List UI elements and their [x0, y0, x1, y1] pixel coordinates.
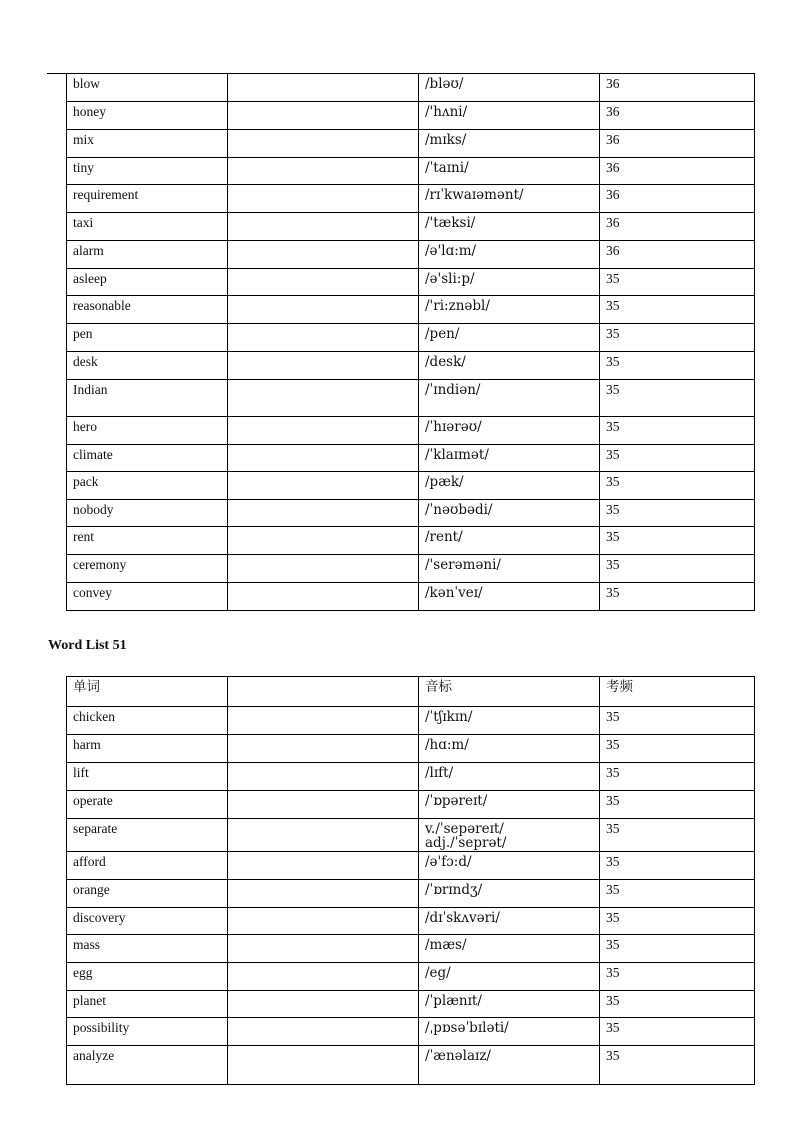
word-cell: mix — [67, 130, 228, 158]
meaning-cell — [228, 130, 419, 158]
ipa-cell: /ə'lɑ:m/ — [419, 241, 600, 269]
meaning-cell — [228, 380, 419, 417]
ipa-cell: /ˈtaɪni/ — [419, 158, 600, 185]
meaning-cell — [228, 1018, 419, 1046]
table-row — [67, 1046, 755, 1085]
meaning-cell — [228, 763, 419, 791]
frequency-cell: 35 — [600, 935, 755, 963]
meaning-cell — [228, 324, 419, 352]
word-cell: hero — [67, 417, 228, 445]
meaning-cell — [228, 213, 419, 241]
word-cell: taxi — [67, 213, 228, 241]
table-row — [67, 130, 755, 158]
table-row — [67, 352, 755, 380]
meaning-cell — [228, 158, 419, 185]
meaning-cell — [228, 935, 419, 963]
frequency-cell: 36 — [600, 185, 755, 213]
ipa-cell: /'tæksi/ — [419, 213, 600, 241]
table-row — [67, 158, 755, 185]
ipa-cell: /pen/ — [419, 324, 600, 352]
ipa-cell: /rɪˈkwaɪəmənt/ — [419, 185, 600, 213]
header-word: 单词 — [67, 677, 228, 707]
ipa-cell: /mæs/ — [419, 935, 600, 963]
table-row — [67, 555, 755, 583]
frequency-cell: 35 — [600, 1046, 755, 1085]
meaning-cell — [228, 880, 419, 908]
frequency-cell: 36 — [600, 102, 755, 130]
table-row — [67, 583, 755, 611]
word-cell: ceremony — [67, 555, 228, 583]
meaning-cell — [228, 500, 419, 527]
ipa-cell: /eg/ — [419, 963, 600, 991]
word-cell: climate — [67, 445, 228, 472]
frequency-cell: 35 — [600, 763, 755, 791]
frequency-cell: 35 — [600, 417, 755, 445]
meaning-cell — [228, 963, 419, 991]
meaning-cell — [228, 352, 419, 380]
ipa-cell: /ˈnəʊbədi/ — [419, 500, 600, 527]
table-row — [67, 500, 755, 527]
meaning-cell — [228, 555, 419, 583]
meaning-cell — [228, 527, 419, 555]
frequency-cell: 35 — [600, 819, 755, 852]
table-header-row — [67, 677, 755, 707]
meaning-cell — [228, 296, 419, 324]
ipa-cell: /bləʊ/ — [419, 74, 600, 102]
word-cell: asleep — [67, 269, 228, 296]
frequency-cell: 35 — [600, 472, 755, 500]
table-row — [67, 380, 755, 417]
frequency-cell: 35 — [600, 527, 755, 555]
meaning-cell — [228, 1046, 419, 1085]
word-cell: planet — [67, 991, 228, 1018]
word-cell: blow — [67, 74, 228, 102]
meaning-cell — [228, 707, 419, 735]
word-cell: afford — [67, 852, 228, 880]
table-row — [67, 241, 755, 269]
frequency-cell: 35 — [600, 735, 755, 763]
word-cell: pen — [67, 324, 228, 352]
word-cell: honey — [67, 102, 228, 130]
word-cell: harm — [67, 735, 228, 763]
meaning-cell — [228, 269, 419, 296]
meaning-cell — [228, 241, 419, 269]
table-row — [67, 819, 755, 852]
frequency-cell: 35 — [600, 880, 755, 908]
ipa-cell: /'ri:znəbl/ — [419, 296, 600, 324]
word-cell: rent — [67, 527, 228, 555]
word-cell: reasonable — [67, 296, 228, 324]
frequency-cell: 35 — [600, 555, 755, 583]
table-row — [67, 417, 755, 445]
meaning-cell — [228, 791, 419, 819]
table-row — [67, 908, 755, 935]
frequency-cell: 36 — [600, 213, 755, 241]
ipa-cell: /pæk/ — [419, 472, 600, 500]
word-cell: alarm — [67, 241, 228, 269]
frequency-cell: 35 — [600, 908, 755, 935]
ipa-cell: /ə'fɔ:d/ — [419, 852, 600, 880]
word-cell: operate — [67, 791, 228, 819]
table-row — [67, 445, 755, 472]
table-row — [67, 324, 755, 352]
ipa-cell: /ˈɒrɪndʒ/ — [419, 880, 600, 908]
table-row — [67, 527, 755, 555]
frequency-cell: 35 — [600, 445, 755, 472]
meaning-cell — [228, 991, 419, 1018]
frequency-cell: 36 — [600, 130, 755, 158]
meaning-cell — [228, 583, 419, 611]
word-cell: egg — [67, 963, 228, 991]
table-row — [67, 935, 755, 963]
frequency-cell: 35 — [600, 296, 755, 324]
word-cell: Indian — [67, 380, 228, 417]
word-cell: convey — [67, 583, 228, 611]
frequency-cell: 35 — [600, 324, 755, 352]
frequency-cell: 35 — [600, 352, 755, 380]
table-row — [67, 963, 755, 991]
ipa-cell: /ˈtʃɪkɪn/ — [419, 707, 600, 735]
frequency-cell: 36 — [600, 241, 755, 269]
frequency-cell: 35 — [600, 852, 755, 880]
ipa-cell: /ˈɒpəreɪt/ — [419, 791, 600, 819]
word-cell: tiny — [67, 158, 228, 185]
word-cell: pack — [67, 472, 228, 500]
table-row — [67, 707, 755, 735]
word-cell: requirement — [67, 185, 228, 213]
ipa-cell: /mɪks/ — [419, 130, 600, 158]
ipa-cell: /ə'sli:p/ — [419, 269, 600, 296]
table-row — [67, 880, 755, 908]
meaning-cell — [228, 908, 419, 935]
word-table-1 — [66, 73, 755, 611]
meaning-cell — [228, 445, 419, 472]
frequency-cell: 35 — [600, 963, 755, 991]
header-meaning — [228, 677, 419, 707]
ipa-cell: /ˈhɪərəʊ/ — [419, 417, 600, 445]
table-row — [67, 185, 755, 213]
frequency-cell: 35 — [600, 269, 755, 296]
ipa-cell: /ˈklaɪmət/ — [419, 445, 600, 472]
word-list-51-heading: Word List 51 — [48, 638, 127, 653]
ipa-cell: /dɪˈskʌvəri/ — [419, 908, 600, 935]
word-cell: nobody — [67, 500, 228, 527]
meaning-cell — [228, 185, 419, 213]
ipa-cell: /desk/ — [419, 352, 600, 380]
word-cell: desk — [67, 352, 228, 380]
word-table-1-body — [67, 74, 755, 611]
meaning-cell — [228, 472, 419, 500]
table-row — [67, 74, 755, 102]
word-cell: analyze — [67, 1046, 228, 1085]
frequency-cell: 36 — [600, 158, 755, 185]
table-row — [67, 991, 755, 1018]
frequency-cell: 35 — [600, 380, 755, 417]
meaning-cell — [228, 102, 419, 130]
ipa-cell: /ˌpɒsəˈbɪləti/ — [419, 1018, 600, 1046]
table-row — [67, 102, 755, 130]
ipa-cell: /lɪft/ — [419, 763, 600, 791]
frequency-cell: 36 — [600, 74, 755, 102]
word-cell: lift — [67, 763, 228, 791]
header-freq: 考频 — [600, 677, 755, 707]
word-table-2 — [66, 676, 755, 1085]
meaning-cell — [228, 819, 419, 852]
table-row — [67, 472, 755, 500]
meaning-cell — [228, 417, 419, 445]
ipa-cell: /ˈɪndiən/ — [419, 380, 600, 417]
word-cell: possibility — [67, 1018, 228, 1046]
ipa-cell: /'hʌni/ — [419, 102, 600, 130]
table-row — [67, 1018, 755, 1046]
ipa-cell: /'serəməni/ — [419, 555, 600, 583]
frequency-cell: 35 — [600, 583, 755, 611]
meaning-cell — [228, 735, 419, 763]
word-cell: discovery — [67, 908, 228, 935]
word-table-2-body — [67, 677, 755, 1085]
word-cell: mass — [67, 935, 228, 963]
ipa-cell: v./ˈsepəreɪt/ adj./ˈseprət/ — [419, 819, 600, 852]
ipa-cell: /rent/ — [419, 527, 600, 555]
word-cell: chicken — [67, 707, 228, 735]
frequency-cell: 35 — [600, 707, 755, 735]
table-row — [67, 763, 755, 791]
ipa-cell: /ˈplænɪt/ — [419, 991, 600, 1018]
word-cell: orange — [67, 880, 228, 908]
word-cell: separate — [67, 819, 228, 852]
frequency-cell: 35 — [600, 791, 755, 819]
table-row — [67, 296, 755, 324]
frequency-cell: 35 — [600, 1018, 755, 1046]
frequency-cell: 35 — [600, 500, 755, 527]
table-row — [67, 852, 755, 880]
header-ipa: 音标 — [419, 677, 600, 707]
table-row — [67, 269, 755, 296]
ipa-cell: /hɑ:m/ — [419, 735, 600, 763]
meaning-cell — [228, 852, 419, 880]
ipa-cell: /ˈænəlaɪz/ — [419, 1046, 600, 1085]
table-row — [67, 791, 755, 819]
table-row — [67, 735, 755, 763]
frequency-cell: 35 — [600, 991, 755, 1018]
meaning-cell — [228, 74, 419, 102]
ipa-cell: /kənˈveɪ/ — [419, 583, 600, 611]
table-row — [67, 213, 755, 241]
